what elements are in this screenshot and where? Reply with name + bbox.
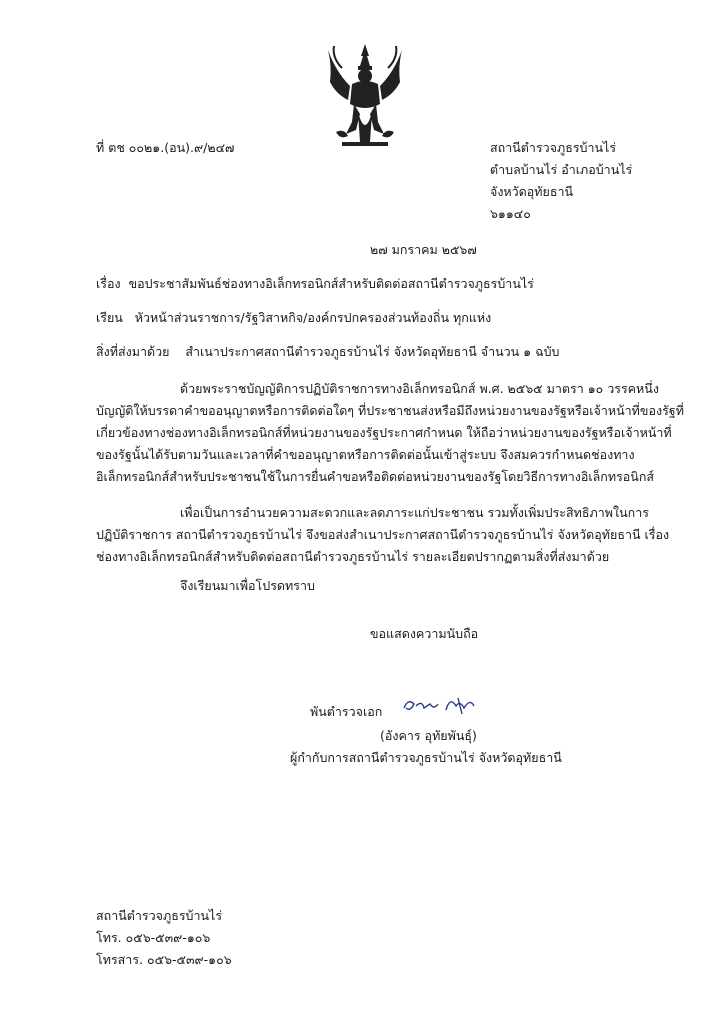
- paragraph-line: ของรัฐนั้นได้รับตามวันและเวลาที่คำขออนุญาตหรือการติดต่อนั้นเข้าสู่ระบบ จึงสมควรกำหนดช่องทาง: [96, 447, 635, 462]
- office-address-line-3: จังหวัดอุทัยธานี: [490, 184, 574, 199]
- enclosure-label: สิ่งที่ส่งมาด้วย: [96, 344, 170, 359]
- paragraph-line: เกี่ยวข้องทางช่องทางอิเล็กทรอนิกส์ที่หน่วยงานของรัฐประกาศกำหนด ให้ถือว่าหน่วยงานของรัฐหรือเจ้าหน้าที่: [96, 425, 672, 440]
- recipient-label: เรียน: [96, 310, 123, 325]
- signer-rank: พันตำรวจเอก: [310, 704, 383, 719]
- paragraph-line: ปฏิบัติราชการ สถานีตำรวจภูธรบ้านไร่ จึงขอส่งสำเนาประกาศสถานีตำรวจภูธรบ้านไร่ จังหวัดอุทัยธานี เรื่อง: [96, 527, 670, 542]
- handwritten-signature: [400, 694, 480, 716]
- recipient-text: หัวหน้าส่วนราชการ/รัฐวิสาหกิจ/องค์กรปกครองส่วนท้องถิ่น ทุกแห่ง: [134, 310, 492, 325]
- document-number: ที่ ตช ๐๐๒๑.(อน).๙/๒๔๗: [96, 140, 235, 155]
- body-paragraph-3: จึงเรียนมาเพื่อโปรดทราบ: [180, 578, 315, 593]
- footer-office: สถานีตำรวจภูธรบ้านไร่: [96, 908, 223, 923]
- signer-name: (อังคาร อุทัยพันธุ์): [380, 728, 477, 743]
- paragraph-line: เพื่อเป็นการอำนวยความสะดวกและลดภาระแก่ประชาชน รวมทั้งเพิ่มประสิทธิภาพในการ: [180, 505, 649, 520]
- closing-salutation: ขอแสดงความนับถือ: [370, 626, 479, 641]
- office-address-line-2: ตำบลบ้านไร่ อำเภอบ้านไร่: [490, 162, 633, 177]
- subject-text: ขอประชาสัมพันธ์ช่องทางอิเล็กทรอนิกส์สำหรับติดต่อสถานีตำรวจภูธรบ้านไร่: [128, 276, 534, 291]
- paragraph-line: อิเล็กทรอนิกส์สำหรับประชาชนใช้ในการยื่นคำขอหรือติดต่อหน่วยงานของรัฐโดยวิธีการทางอิเล็กทรอนิกส์: [96, 469, 655, 484]
- office-postcode: ๖๑๑๔๐: [490, 206, 531, 221]
- enclosure-line: [96, 342, 559, 362]
- letter-date: ๒๗ มกราคม ๒๕๖๗: [370, 242, 477, 257]
- signer-position: ผู้กำกับการสถานีตำรวจภูธรบ้านไร่ จังหวัดอุทัยธานี: [290, 750, 562, 765]
- subject-line: [96, 274, 534, 294]
- paragraph-line: ช่องทางอิเล็กทรอนิกส์สำหรับติดต่อสถานีตำรวจภูธรบ้านไร่ รายละเอียดปรากฏตามสิ่งที่ส่งมาด้วย: [96, 549, 610, 564]
- paragraph-line: บัญญัติให้บรรดาคำขออนุญาตหรือการติดต่อใดๆ ที่ประชาชนส่งหรือมีถึงหน่วยงานของรัฐหรือเจ้าหน้าที่ของรัฐที่: [96, 403, 684, 418]
- office-address-line-1: สถานีตำรวจภูธรบ้านไร่: [490, 140, 617, 155]
- recipient-line: [96, 308, 491, 328]
- subject-label: เรื่อง: [96, 276, 121, 291]
- enclosure-text: สำเนาประกาศสถานีตำรวจภูธรบ้านไร่ จังหวัดอุทัยธานี จำนวน ๑ ฉบับ: [185, 344, 560, 359]
- paragraph-line: ด้วยพระราชบัญญัติการปฏิบัติราชการทางอิเล็กทรอนิกส์ พ.ศ. ๒๕๖๕ มาตรา ๑๐ วรรคหนึ่ง: [180, 381, 659, 396]
- footer-fax: โทรสาร. ๐๕๖-๕๓๙-๑๐๖: [96, 952, 232, 967]
- body-paragraph-1: [96, 378, 684, 488]
- body-paragraph-2: [96, 502, 670, 568]
- footer-telephone: โทร. ๐๕๖-๕๓๙-๑๐๖: [96, 930, 211, 945]
- garuda-emblem-icon: [322, 42, 408, 148]
